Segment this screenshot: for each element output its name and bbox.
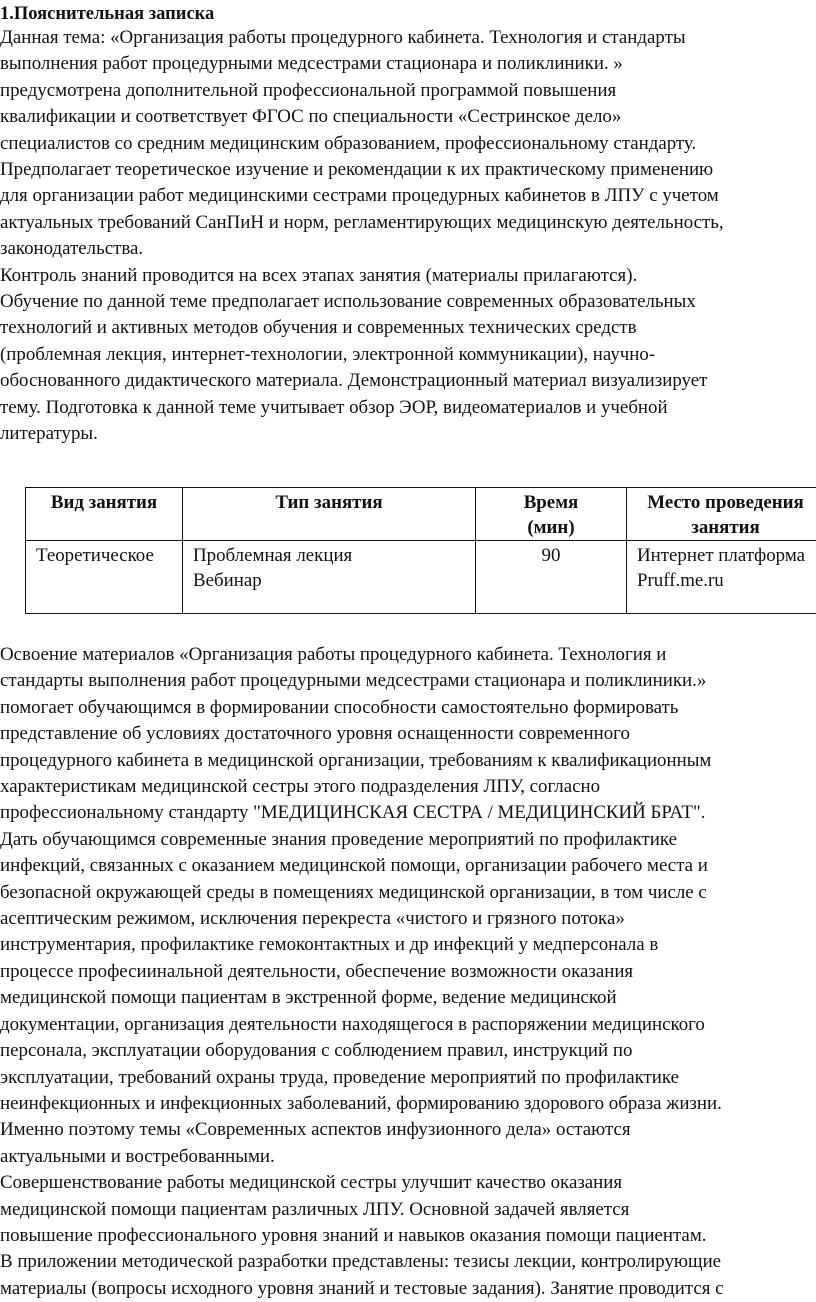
text-line: медицинской помощи пациентам различных ЛПУ. Основной задачей является [0,1197,816,1223]
text-line: законодательства. [0,236,816,262]
text-line: выполнения работ процедурными медсестрами стационара и поликлиники. » [0,51,816,77]
cell-lesson-kind: Теоретическое [26,541,183,614]
header-venue-line1: Место проведения [637,490,814,515]
text-line: для организации работ медицинскими сестрами процедурных кабинетов в ЛПУ с учетом [0,183,816,209]
text-line: профессиональному стандарту "МЕДИЦИНСКАЯ СЕСТРА / МЕДИЦИНСКИЙ БРАТ". [0,800,816,826]
text-line: повышение профессионального уровня знаний и навыков оказания помощи пациентам. [0,1223,816,1249]
text-line: персонала, эксплуатации оборудования с соблюдением правил, инструкций по [0,1038,816,1064]
cell-venue-line1: Интернет платформа [637,543,814,568]
text-line: стандарты выполнения работ процедурными медсестрами стационара и поликлиники.» [0,668,816,694]
lesson-info-table [25,487,816,614]
text-line: неинфекционных и инфекционных заболеваний, формированию здорового образа жизни. [0,1091,816,1117]
text-line: В приложении методической разработки представлены: тезисы лекции, контролирующие [0,1249,816,1275]
text-line: асептическим режимом, исключения перекреста «чистого и грязного потока» [0,906,816,932]
text-line: (проблемная лекция, интернет-технологии, электронной коммуникации), научно- [0,342,816,368]
text-line: представление об условиях достаточного уровня оснащенности современного [0,721,816,747]
text-line: помогает обучающимся в формировании способности самостоятельно формировать [0,695,816,721]
text-line: Именно поэтому темы «Современных аспектов инфузионного дела» остаются [0,1117,816,1143]
text-line: Дать обучающимся современные знания проведение мероприятий по профилактике [0,827,816,853]
header-lesson-type: Тип занятия [183,488,476,541]
text-line: процессе професиинальной деятельности, обеспечение возможности оказания [0,959,816,985]
text-line: актуальными и востребованными. [0,1144,816,1170]
header-duration-line2: (мин) [486,515,616,540]
table-row [26,541,816,614]
text-line: инфекций, связанных с оказанием медицинской помощи, организации рабочего места и [0,853,816,879]
cell-lesson-type [183,541,476,614]
text-line: специалистов со средним медицинским образованием, профессиональному стандарту. [0,131,816,157]
text-line: Данная тема: «Организация работы процедурного кабинета. Технология и стандарты [0,25,816,51]
cell-venue [627,541,816,614]
header-lesson-kind: Вид занятия [26,488,183,541]
text-line: обоснованного дидактического материала. Демонстрационный материал визуализирует [0,368,816,394]
text-line: квалификации и соответствует ФГОС по специальности «Сестринское дело» [0,104,816,130]
table-header-row [26,488,816,541]
text-line: процедурного кабинета в медицинской организации, требованиям к квалификационным [0,748,816,774]
text-line: документации, организация деятельности находящегося в распоряжении медицинского [0,1012,816,1038]
header-venue [627,488,816,541]
cell-lesson-type-line2: Вебинар [193,568,465,593]
text-line: эксплуатации, требований охраны труда, проведение мероприятий по профилактике [0,1065,816,1091]
cell-lesson-type-line1: Проблемная лекция [193,543,465,568]
cell-duration: 90 [476,541,627,614]
text-line: предусмотрена дополнительной профессиональной программой повышения [0,78,816,104]
text-line: актуальных требований СанПиН и норм, регламентирующих медицинскую деятельность, [0,210,816,236]
text-line: инструментария, профилактике гемоконтактных и др инфекций у медперсонала в [0,932,816,958]
body-paragraph [0,642,816,1302]
header-duration-line1: Время [486,490,616,515]
text-line: безопасной окружающей среды в помещениях медицинской организации, в том числе с [0,880,816,906]
text-line: характеристикам медицинской сестры этого подразделения ЛПУ, согласно [0,774,816,800]
text-line: литературы. [0,421,816,447]
section-heading: 1.Пояснительная записка [0,3,214,25]
text-line: технологий и активных методов обучения и современных технических средств [0,315,816,341]
cell-venue-line2: Pruff.me.ru [637,568,814,593]
text-line: Совершенствование работы медицинской сестры улучшит качество оказания [0,1170,816,1196]
text-line: Предполагает теоретическое изучение и рекомендации к их практическому применению [0,157,816,183]
header-venue-line2: занятия [637,515,814,540]
text-line: Обучение по данной теме предполагает использование современных образовательных [0,289,816,315]
text-line: материалы (вопросы исходного уровня знаний и тестовые задания). Занятие проводится с [0,1276,816,1302]
text-line: тему. Подготовка к данной теме учитывает обзор ЭОР, видеоматериалов и учебной [0,395,816,421]
header-duration [476,488,627,541]
text-line: Контроль знаний проводится на всех этапах занятия (материалы прилагаются). [0,263,816,289]
text-line: медицинской помощи пациентам в экстренной форме, ведение медицинской [0,985,816,1011]
text-line: Освоение материалов «Организация работы процедурного кабинета. Технология и [0,642,816,668]
intro-paragraph [0,25,816,448]
